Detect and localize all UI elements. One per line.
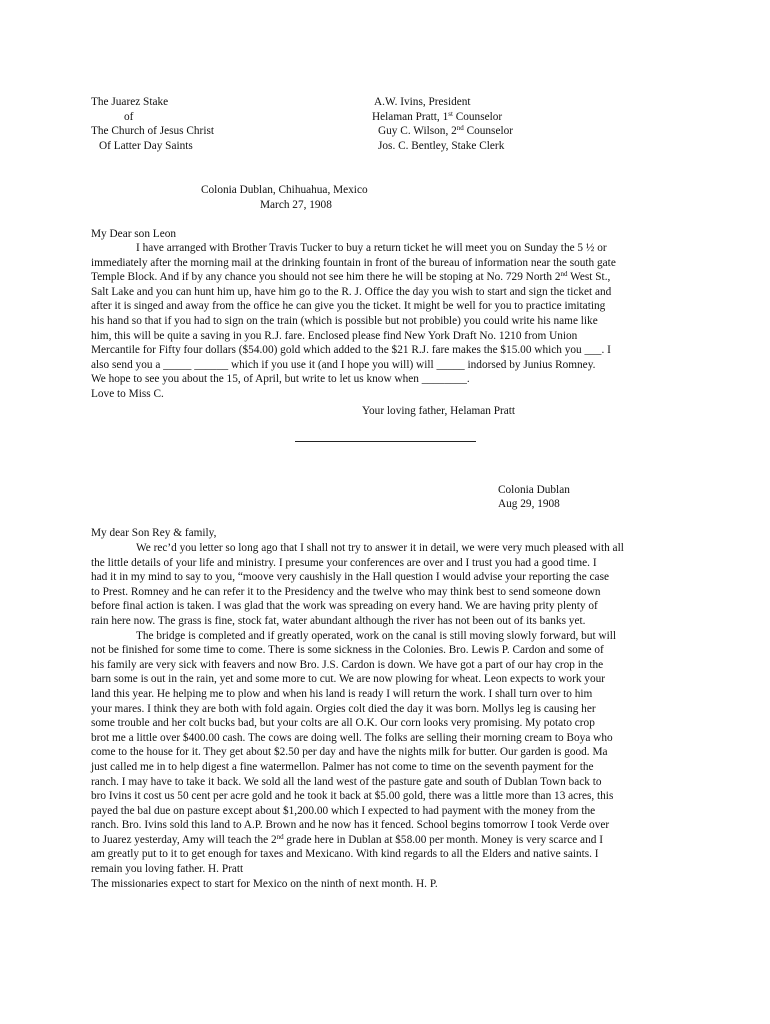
letter-line — [91, 372, 691, 387]
letter-line-text: the little details of your life and ministry. I presume your conferences are over and I trust you had a good time. I — [91, 556, 597, 569]
letter-line-text: come to the house for it. They get about $2.50 per day and have the nights milk for butter. Our garden is good. Ma — [91, 746, 608, 759]
officer-line — [372, 110, 513, 125]
letter-line — [91, 672, 691, 687]
letter-line — [91, 614, 691, 629]
letter-line-text: ranch. Bro. Ivins sold this land to A.P. Brown and he now has it fenced. School begins tomorrow I took Verde over — [91, 819, 610, 832]
letter-line-text: I have arranged with Brother Travis Tucker to buy a return ticket he will meet you on Sunday the 5 ½ or — [136, 242, 607, 254]
letter-line-text: barn some is out in the rain, yet and some more to cut. We are now plowing for wheat. Leon expects to work your — [91, 673, 606, 686]
letter-line — [91, 687, 691, 702]
letter-line-text: The bridge is completed and if greatly operated, work on the canal is still moving slowly forward, but will — [136, 629, 617, 642]
letter1-place: Colonia Dublan, Chihuahua, Mexico — [201, 184, 368, 196]
letter1-salutation: My Dear son Leon — [91, 228, 177, 240]
officer-line-text: Counselor — [452, 110, 503, 123]
letter2-place: Colonia Dublan — [498, 484, 570, 496]
letter-line — [91, 716, 691, 731]
letter-line — [91, 585, 691, 600]
letter-line-text: land this year. He helping me to plow and when his land is ready I will return the work. I shall turn over to him — [91, 687, 593, 700]
officer-line — [372, 95, 513, 110]
letter1-body — [91, 241, 691, 402]
letter-line-text: his hand so that if you had to sign on the train (which is possible but not probible) you could write his name like — [91, 314, 598, 327]
letter-line — [91, 731, 691, 746]
letter-line — [91, 862, 691, 877]
letter-line — [91, 760, 691, 775]
letter-line-text: Temple Block. And if by any chance you should not see him there he will be stoping at No. 729 North 2 — [91, 271, 561, 284]
letter-line-text: Love to Miss C. — [91, 387, 164, 400]
letter-line-text: your mares. I think they are both with fold again. Orgies colt died the day it was born. Mollys leg is causing her — [91, 702, 596, 715]
letter-line-text: remain you loving father. H. Pratt — [91, 863, 244, 876]
letter-line — [91, 329, 691, 344]
letter-line-text: Salt Lake and you can hunt him up, have him go to the R. J. Office the day you wish to start and sign the ticket and — [91, 285, 612, 298]
letter1-signature: Your loving father, Helaman Pratt — [362, 405, 516, 417]
letterhead-line: The Juarez Stake — [91, 96, 169, 108]
letter-line — [91, 343, 691, 358]
letter-line-text: We hope to see you about the 15, of April, but write to let us know when ________. — [91, 373, 470, 386]
letter-line — [91, 387, 691, 402]
letter-line — [91, 804, 691, 819]
letter-line-text: him, this will be quite a saving in you R.J. fare. Enclosed please find New York Draft No. 1210 from Union — [91, 329, 578, 342]
letterhead-line: The Church of Jesus Christ — [91, 125, 214, 138]
letter-line — [91, 847, 691, 862]
letter-line — [91, 643, 691, 658]
letter1-date: March 27, 1908 — [260, 199, 332, 211]
officer-line-text: A.W. Ivins, President — [374, 96, 471, 108]
letter-line-text: his family are very sick with feavers and now Bro. J.S. Cardon is down. We have got a part of our hay crop in the — [91, 658, 604, 671]
letter-line — [91, 833, 691, 848]
letter-line-text: rain here now. The grass is fine, stock fat, water abundant although the river has not been out of its banks yet. — [91, 614, 586, 627]
letter-line — [91, 358, 691, 373]
letter-line — [91, 299, 691, 314]
letterhead-line: Of Latter Day Saints — [99, 139, 193, 152]
letter-line-text: Mercantile for Fifty four dollars ($54.00) gold which added to the $21 R.J. fare makes the $15.00 which you ___. I — [91, 344, 611, 357]
letter-line — [91, 570, 691, 585]
letter-line — [91, 818, 691, 833]
letter-line-text: brot me a little over $400.00 cash. The cows are doing well. The folks are selling their morning cream to Boya who — [91, 731, 613, 744]
officer-line-text: Guy C. Wilson, 2 — [378, 125, 457, 138]
letterhead-left — [91, 95, 214, 153]
letter-line-text: immediately after the morning mail at the drinking fountain in front of the bureau of information near the south gate — [91, 256, 616, 269]
letter-line-text: We rec’d you letter so long ago that I shall not try to answer it in detail, we were very much pleased with all — [136, 542, 624, 554]
letter-line — [91, 285, 691, 300]
officer-line — [372, 139, 513, 154]
letter-line — [91, 789, 691, 804]
divider-line — [295, 441, 476, 442]
officer-line-text: Jos. C. Bentley, Stake Clerk — [378, 139, 505, 152]
letter-line — [91, 314, 691, 329]
ordinal-suffix: nd — [560, 270, 568, 279]
letter-line-text: just called me in to help digest a fine watermellon. Palmer has not come to time on the seventh payment for the — [91, 760, 594, 773]
letter-line-text: bro Ivins it cost us 50 cent per acre gold and he took it back at $5.00 gold, there was a little more than 13 acres, this — [91, 790, 614, 803]
letter-line-text: after it is singed and away from the office he can give you the ticket. It might be well for you to practice imitating — [91, 300, 606, 313]
letter-line-text: grade here in Dublan at $58.00 per month. Money is very scarce and I — [283, 833, 603, 846]
letter-line-text: West St., — [567, 271, 611, 284]
letter-line — [91, 241, 691, 256]
letter-line — [91, 556, 691, 571]
officer-line-text: Counselor — [463, 125, 514, 138]
letter-line-text: to Prest. Romney and he can refer it to the Presidency and the twelve who may think best to send someone down — [91, 585, 601, 598]
ordinal-suffix: nd — [456, 124, 464, 133]
letter-line — [91, 745, 691, 760]
ordinal-suffix: st — [448, 109, 453, 118]
letter-line — [91, 877, 691, 892]
letter-line-text: The missionaries expect to start for Mexico on the ninth of next month. H. P. — [91, 877, 438, 890]
letter-line-text: also send you a _____ ______ which if you use it (and I hope you will) will _____ indorsed by Junius Romney. — [91, 358, 596, 371]
letter-line-text: had it in my mind to say to you, “moove very caushisly in the Hall question I would advise your reporting the case — [91, 571, 609, 584]
letter-line — [91, 658, 691, 673]
letter-line-text: to Juarez yesterday, Amy will teach the 2 — [91, 833, 277, 846]
officer-line — [372, 124, 513, 139]
letter-line-text: before final action is taken. I was glad that the work was spreading on every hand. We are having prity plenty of — [91, 600, 598, 613]
letter-line — [91, 702, 691, 717]
letter-line-text: ranch. I may have to take it back. We sold all the land west of the pasture gate and south of Dublan Town back to — [91, 775, 602, 788]
letter-line-text: payed the bal due on pasture except about $1,200.00 which I expected to had payment with the money from the — [91, 804, 596, 817]
letter-line-text: not be finished for some time to come. There is some sickness in the Colonies. Bro. Lewis P. Cardon and some of — [91, 644, 604, 657]
letter2-body — [91, 541, 691, 891]
officer-line-text: Helaman Pratt, 1 — [372, 110, 449, 123]
letter-line-text: some trouble and her colt bucks bad, but your colts are all O.K. Our corn looks very promising. My potato crop — [91, 717, 595, 730]
letter-line — [91, 599, 691, 614]
letterhead-right — [372, 95, 513, 153]
letter2-salutation: My dear Son Rey & family, — [91, 527, 217, 539]
letter2-date: Aug 29, 1908 — [498, 498, 560, 510]
letter-line — [91, 270, 691, 285]
letter-line — [91, 541, 691, 556]
letter-line — [91, 629, 691, 644]
letter-line — [91, 775, 691, 790]
letterhead-line: of — [124, 110, 134, 123]
letter-line — [91, 256, 691, 271]
ordinal-suffix: nd — [276, 832, 284, 841]
letter-line-text: am greatly put to it to get enough for taxes and Mexicano. With kind regards to all the Elders and native saints. I — [91, 848, 599, 861]
